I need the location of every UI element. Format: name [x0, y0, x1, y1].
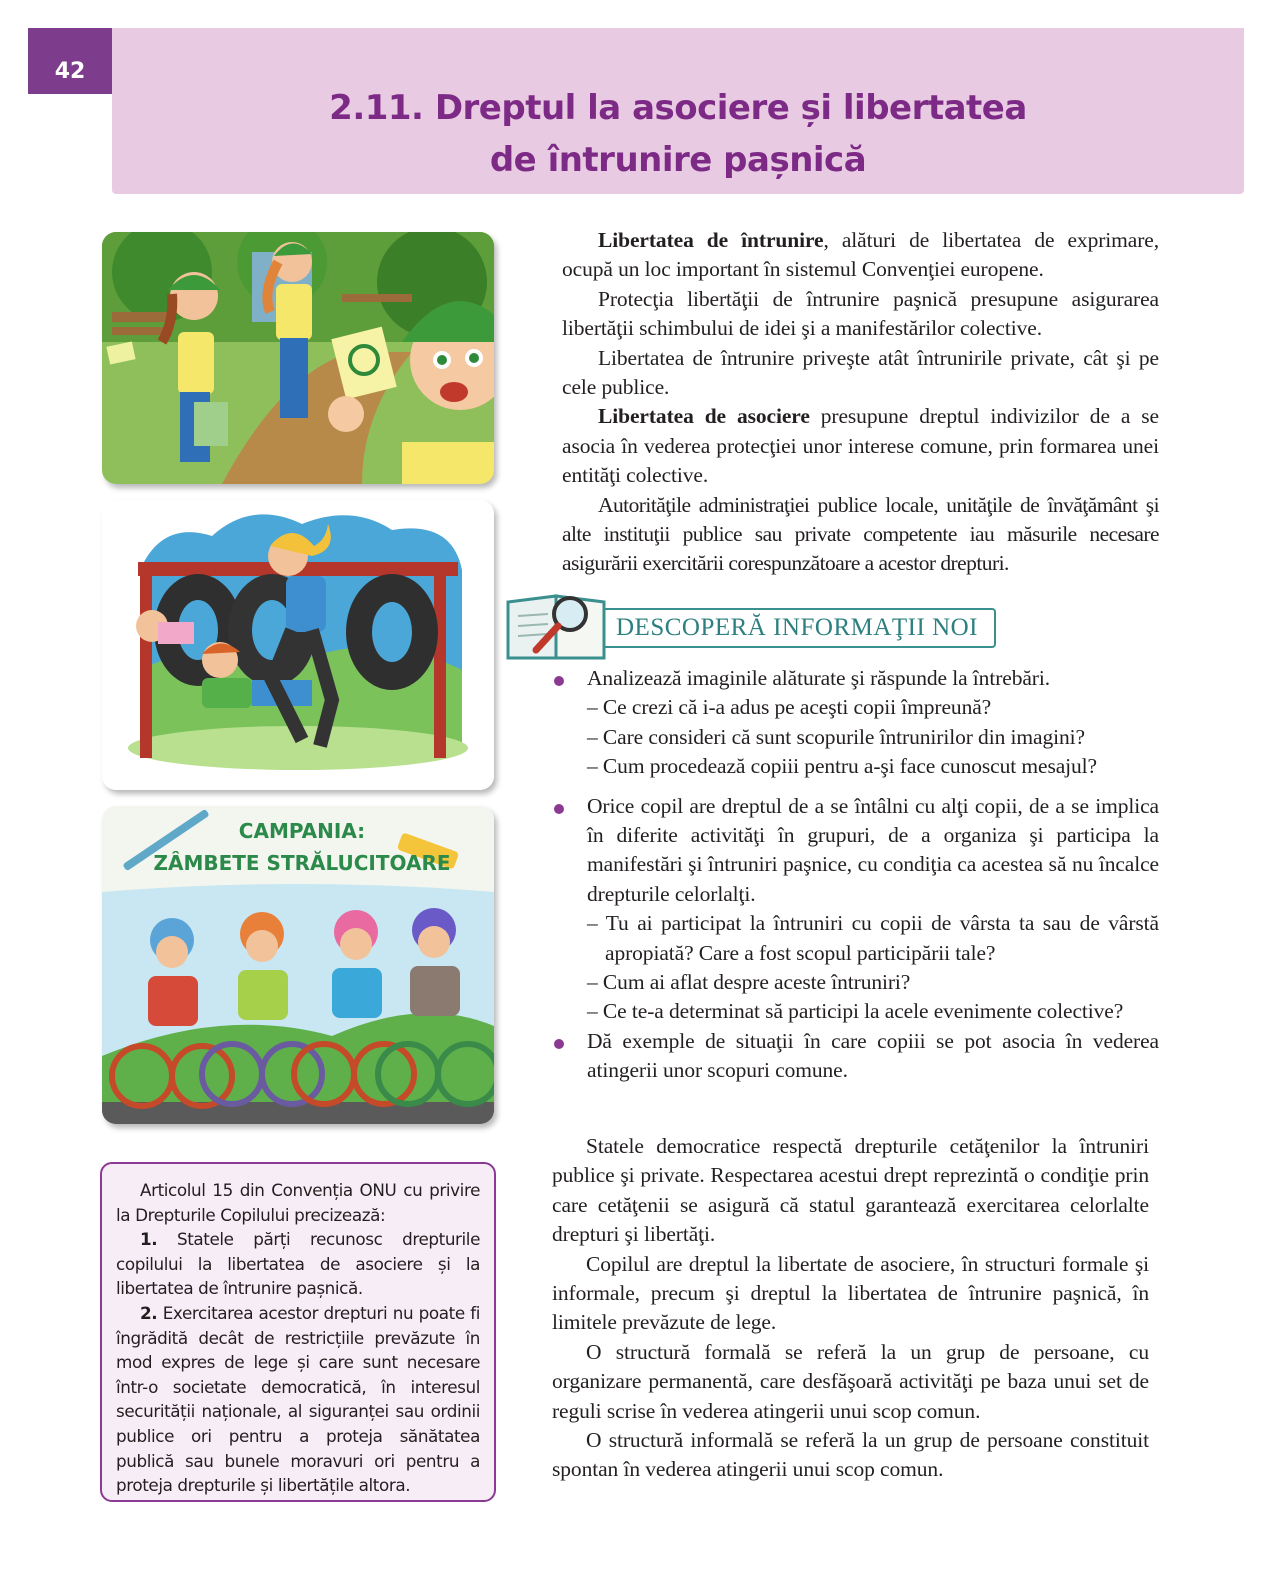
question-bullets — [552, 664, 1159, 1086]
bullet-2-sub-1: – Tu ai participat la întruniri cu copii de vârsta ta sau de vârstă apropiată? Care a fost scopul participării tale? — [587, 911, 1159, 965]
illustration-park-recycling — [102, 232, 494, 484]
section-heading-label: DESCOPERĂ INFORMAŢII NOI — [592, 608, 996, 648]
bullet-2-sub-3: – Ce te-a determinat să participi la acele evenimente colective? — [587, 999, 1124, 1024]
cycling-scene-drawing — [102, 806, 494, 1124]
page-number: 42 — [28, 28, 112, 94]
article-item-1-number: 1. — [140, 1229, 158, 1250]
intro-paragraph-5: Autorităţile administraţiei publice locale, unităţile de învăţământ şi alte instituţii publice sau private competente iau măsurile necesare asigurării exercitării corespunzătoare a acestor drepturi. — [562, 492, 1159, 576]
bullet-3: Dă exemple de situaţii în care copiii se pot asocia în vederea atingerii unor scopuri comune. — [552, 1027, 1159, 1086]
tire-scene-drawing — [102, 500, 494, 790]
article-item-2-number: 2. — [140, 1302, 158, 1323]
campaign-title-line-2: ZÂMBETE STRĂLUCITOARE — [153, 851, 451, 875]
closing-paragraph-1: Statele democratice respectă drepturile cetăţenilor la întruniri publice şi private. Respectarea acestui drept reprezintă o condiţie prin care cetăţenii se asigură că statul garantează exercitarea celorlalte drepturi şi libertăţi. — [552, 1134, 1149, 1247]
illustration-tire-obstacle — [102, 500, 494, 790]
closing-paragraph-3: O structură formală se referă la un grup de persoane, cu organizare permanentă, care desfăşoară activităţi pe baza unui set de reguli scrise în vederea atingerii unui scop comun. — [552, 1339, 1149, 1423]
article-item-1 — [116, 1227, 480, 1301]
intro-paragraph-2: Protecţia libertăţii de întrunire paşnică presupune asigurarea libertăţii schimbului de idei şi a manifestărilor colective. — [562, 286, 1159, 341]
closing-text — [552, 1132, 1149, 1485]
book-magnifier-icon — [506, 588, 610, 662]
closing-paragraph-2: Copilul are dreptul la libertate de asociere, în structuri formale şi informale, precum şi dreptul la libertatea de întrunire paşnică, în limitele prevăzute de lege. — [552, 1251, 1149, 1335]
bullet-1-sub-2: – Care consideri că sunt scopurile întrunirilor din imagini? — [587, 724, 1085, 749]
article-intro: Articolul 15 din Convenția ONU cu privire la Drepturile Copilului precizează: — [116, 1180, 480, 1225]
article-15-box — [100, 1162, 496, 1502]
page-title — [112, 82, 1244, 186]
intro-paragraph-1-text: , alături de libertatea de exprimare, ocupă un loc important în sistemul Convenţiei europene. — [562, 228, 1160, 282]
title-line-1: 2.11. Dreptul la asociere și libertatea — [329, 88, 1027, 128]
term-libertatea-de-asociere: Libertatea de asociere — [598, 404, 810, 429]
campaign-title-line-1: CAMPANIA: — [238, 819, 366, 843]
bullet-1-sub-3: – Cum procedează copiii pentru a-şi face cunoscut mesajul? — [587, 754, 1097, 779]
intro-paragraph-1 — [562, 226, 1159, 285]
illustration-cycling-campaign — [102, 806, 494, 1124]
intro-paragraph-4 — [562, 402, 1159, 490]
section-heading — [506, 588, 996, 662]
article-item-2 — [116, 1301, 480, 1498]
article-item-1-text: Statele părți recunosc drepturile copilului la libertatea de asociere și la libertatea de întrunire pașnică. — [116, 1229, 480, 1299]
park-scene-drawing — [102, 232, 494, 484]
term-libertatea-de-intrunire: Libertatea de întrunire — [598, 228, 824, 252]
bullet-1: Analizează imaginile alăturate şi răspunde la întrebări. — [552, 664, 1159, 693]
bullet-2: Orice copil are dreptul de a se întâlni cu alţi copii, de a se implica în diferite activităţi în grupuri, de a organiza şi participa la manifestări şi întruniri paşnice, cu condiţia ca acestea să nu încalce drepturile celorlalţi. — [552, 792, 1159, 910]
intro-text — [562, 226, 1159, 579]
bullet-1-sub-1: – Ce crezi că i-a adus pe aceşti copii împreună? — [587, 695, 992, 720]
title-line-2: de întrunire pașnică — [489, 140, 867, 180]
bullet-2-sub-2: – Cum ai aflat despre aceste întruniri? — [587, 970, 911, 995]
closing-paragraph-4: O structură informală se referă la un grup de persoane constituit spontan în vederea atingerii unui scop comun. — [552, 1428, 1149, 1482]
intro-paragraph-4-text: presupune dreptul indivizilor de a se asocia în vederea protecţiei unor interese comune, prin formarea unei entităţi colective. — [562, 404, 1159, 488]
article-item-2-text: Exercitarea acestor drepturi nu poate fi îngrădită decât de restricțiile prevăzute în mod expres de lege și care sunt necesare într-o societate democratică, în interesul securității naționale, al siguranței sau ordinii publice ori pentru a proteja sănătatea publică sau bunele moravuri ori pentru a proteja drepturile și libertățile altora. — [116, 1302, 480, 1496]
intro-paragraph-3: Libertatea de întrunire priveşte atât întrunirile private, cât şi pe cele publice. — [562, 345, 1159, 400]
